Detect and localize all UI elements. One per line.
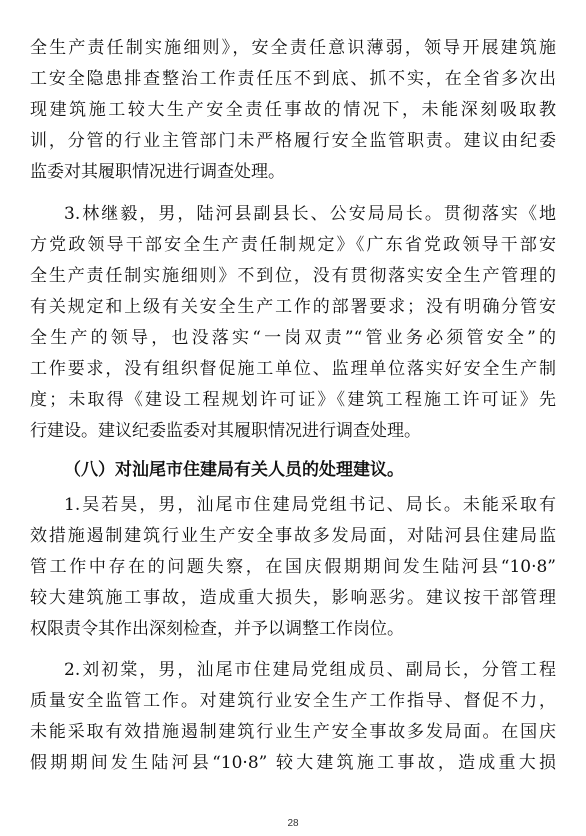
section-heading: （八）对汕尾市住建局有关人员的处理建议。 xyxy=(64,460,404,480)
body-text-line: 全生产责任制实施细则》，安全责任意识薄弱，领导开展建筑施 xyxy=(30,38,556,58)
body-text-line: 训，分管的行业主管部门未严格履行安全监管职责。建议由纪委 xyxy=(30,131,556,151)
body-text-line: 管工作中存在的问题失察，在国庆假期期间发生陆河县“10·8” xyxy=(30,557,556,577)
body-text-line: 全生产的领导，也没落实“一岗双责”“管业务必须管安全”的 xyxy=(30,328,556,348)
body-text-line: 方党政领导干部安全生产责任制规定》《广东省党政领导干部安 xyxy=(30,235,556,255)
paragraph-first-line: 2.刘初棠，男，汕尾市住建局党组成员、副局长，分管工程 xyxy=(64,660,556,680)
body-text-line: 全生产责任制实施细则》不到位，没有贯彻落实安全生产管理的 xyxy=(30,266,556,286)
body-text-line: 权限责令其作出深刻检查，并予以调整工作岗位。 xyxy=(30,619,404,639)
body-text-line: 工安全隐患排查整治工作责任压不到底、抓不实，在全省多次出 xyxy=(30,69,556,89)
paragraph-first-line: 3.林继毅，男，陆河县副县长、公安局局长。贯彻落实《地 xyxy=(64,204,556,224)
body-text-line: 监委对其履职情况进行调查处理。 xyxy=(30,162,285,182)
page-number: 28 xyxy=(287,818,299,829)
paragraph-first-line: 1.吴若昊，男，汕尾市住建局党组书记、局长。未能采取有 xyxy=(64,495,556,515)
body-text-line: 度；未取得《建设工程规划许可证》《建筑工程施工许可证》先 xyxy=(30,390,556,410)
body-text-line: 行建设。建议纪委监委对其履职情况进行调查处理。 xyxy=(30,421,421,441)
body-text-line: 假期期间发生陆河县“10·8” 较大建筑施工事故，造成重大损 xyxy=(30,753,556,773)
body-text-line: 现建筑施工较大生产安全责任事故的情况下，未能深刻吸取教 xyxy=(30,100,556,120)
body-text-line: 有关规定和上级有关安全生产工作的部署要求；没有明确分管安 xyxy=(30,297,556,317)
body-text-line: 质量安全监管工作。对建筑行业安全生产工作指导、督促不力， xyxy=(30,691,556,711)
body-text-line: 效措施遏制建筑行业生产安全事故多发局面，对陆河县住建局监 xyxy=(30,526,556,546)
body-text-line: 未能采取有效措施遏制建筑行业生产安全事故多发局面。在国庆 xyxy=(30,722,556,742)
body-text-line: 工作要求，没有组织督促施工单位、监理单位落实好安全生产制 xyxy=(30,359,556,379)
body-text-line: 较大建筑施工事故，造成重大损失，影响恶劣。建议按干部管理 xyxy=(30,588,556,608)
